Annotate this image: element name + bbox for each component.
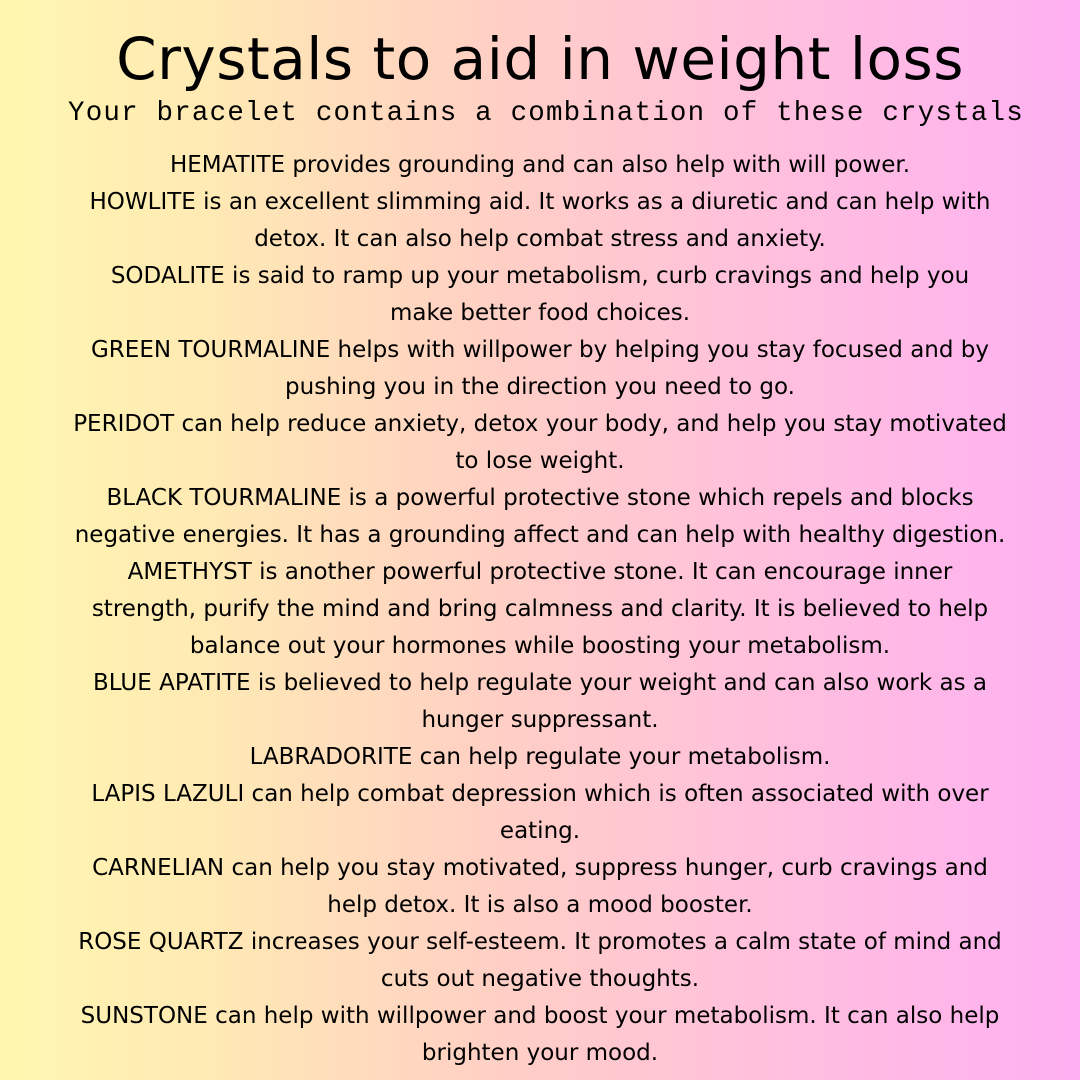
crystal-line-carnelian-1: CARNELIAN can help you stay motivated, suppress hunger, curb cravings and <box>92 855 988 881</box>
crystal-line-sunstone-2: brighten your mood. <box>421 1040 659 1066</box>
crystal-line-amethyst-3: balance out your hormones while boosting your metabolism. <box>189 633 891 659</box>
crystal-line-lapis-lazuli-1: LAPIS LAZULI can help combat depression which is often associated with over <box>91 781 989 807</box>
page-subtitle: Your bracelet contains a combination of these crystals <box>68 98 1024 129</box>
crystal-line-black-tourmaline-1: BLACK TOURMALINE is a powerful protective stone which repels and blocks <box>106 485 974 511</box>
crystal-line-hematite: HEMATITE provides grounding and can also help with will power. <box>169 152 911 178</box>
crystal-line-sodalite-1: SODALITE is said to ramp up your metabolism, curb cravings and help you <box>110 263 970 289</box>
crystal-line-howlite-2: detox. It can also help combat stress and anxiety. <box>254 226 826 252</box>
crystal-list <box>30 147 1050 1072</box>
crystal-line-sodalite-2: make better food choices. <box>389 300 691 326</box>
crystal-line-amethyst-2: strength, purify the mind and bring calmness and clarity. It is believed to help <box>91 596 989 622</box>
crystal-line-lapis-lazuli-2: eating. <box>499 818 581 844</box>
crystal-line-amethyst-1: AMETHYST is another powerful protective stone. It can encourage inner <box>127 559 953 585</box>
crystal-line-rose-quartz-1: ROSE QUARTZ increases your self-esteem. It promotes a calm state of mind and <box>78 929 1002 955</box>
crystal-line-howlite-1: HOWLITE is an excellent slimming aid. It works as a diuretic and can help with <box>89 189 991 215</box>
crystal-line-green-tourmaline-2: pushing you in the direction you need to go. <box>285 374 795 400</box>
crystal-line-blue-apatite-1: BLUE APATITE is believed to help regulate your weight and can also work as a <box>92 670 988 696</box>
crystal-line-sunstone-1: SUNSTONE can help with willpower and boost your metabolism. It can also help <box>80 1003 1000 1029</box>
crystal-line-carnelian-2: help detox. It is also a mood booster. <box>327 892 753 918</box>
crystal-line-green-tourmaline-1: GREEN TOURMALINE helps with willpower by helping you stay focused and by <box>90 337 989 363</box>
crystal-line-labradorite: LABRADORITE can help regulate your metabolism. <box>249 744 831 770</box>
crystal-line-rose-quartz-2: cuts out negative thoughts. <box>380 966 700 992</box>
page-title: Crystals to aid in weight loss <box>116 25 964 93</box>
crystal-line-blue-apatite-2: hunger suppressant. <box>421 707 659 733</box>
crystal-line-peridot-2: to lose weight. <box>455 448 625 474</box>
crystal-line-black-tourmaline-2: negative energies. It has a grounding affect and can help with healthy digestion. <box>74 522 1006 548</box>
crystal-line-peridot-1: PERIDOT can help reduce anxiety, detox your body, and help you stay motivated <box>73 411 1007 437</box>
